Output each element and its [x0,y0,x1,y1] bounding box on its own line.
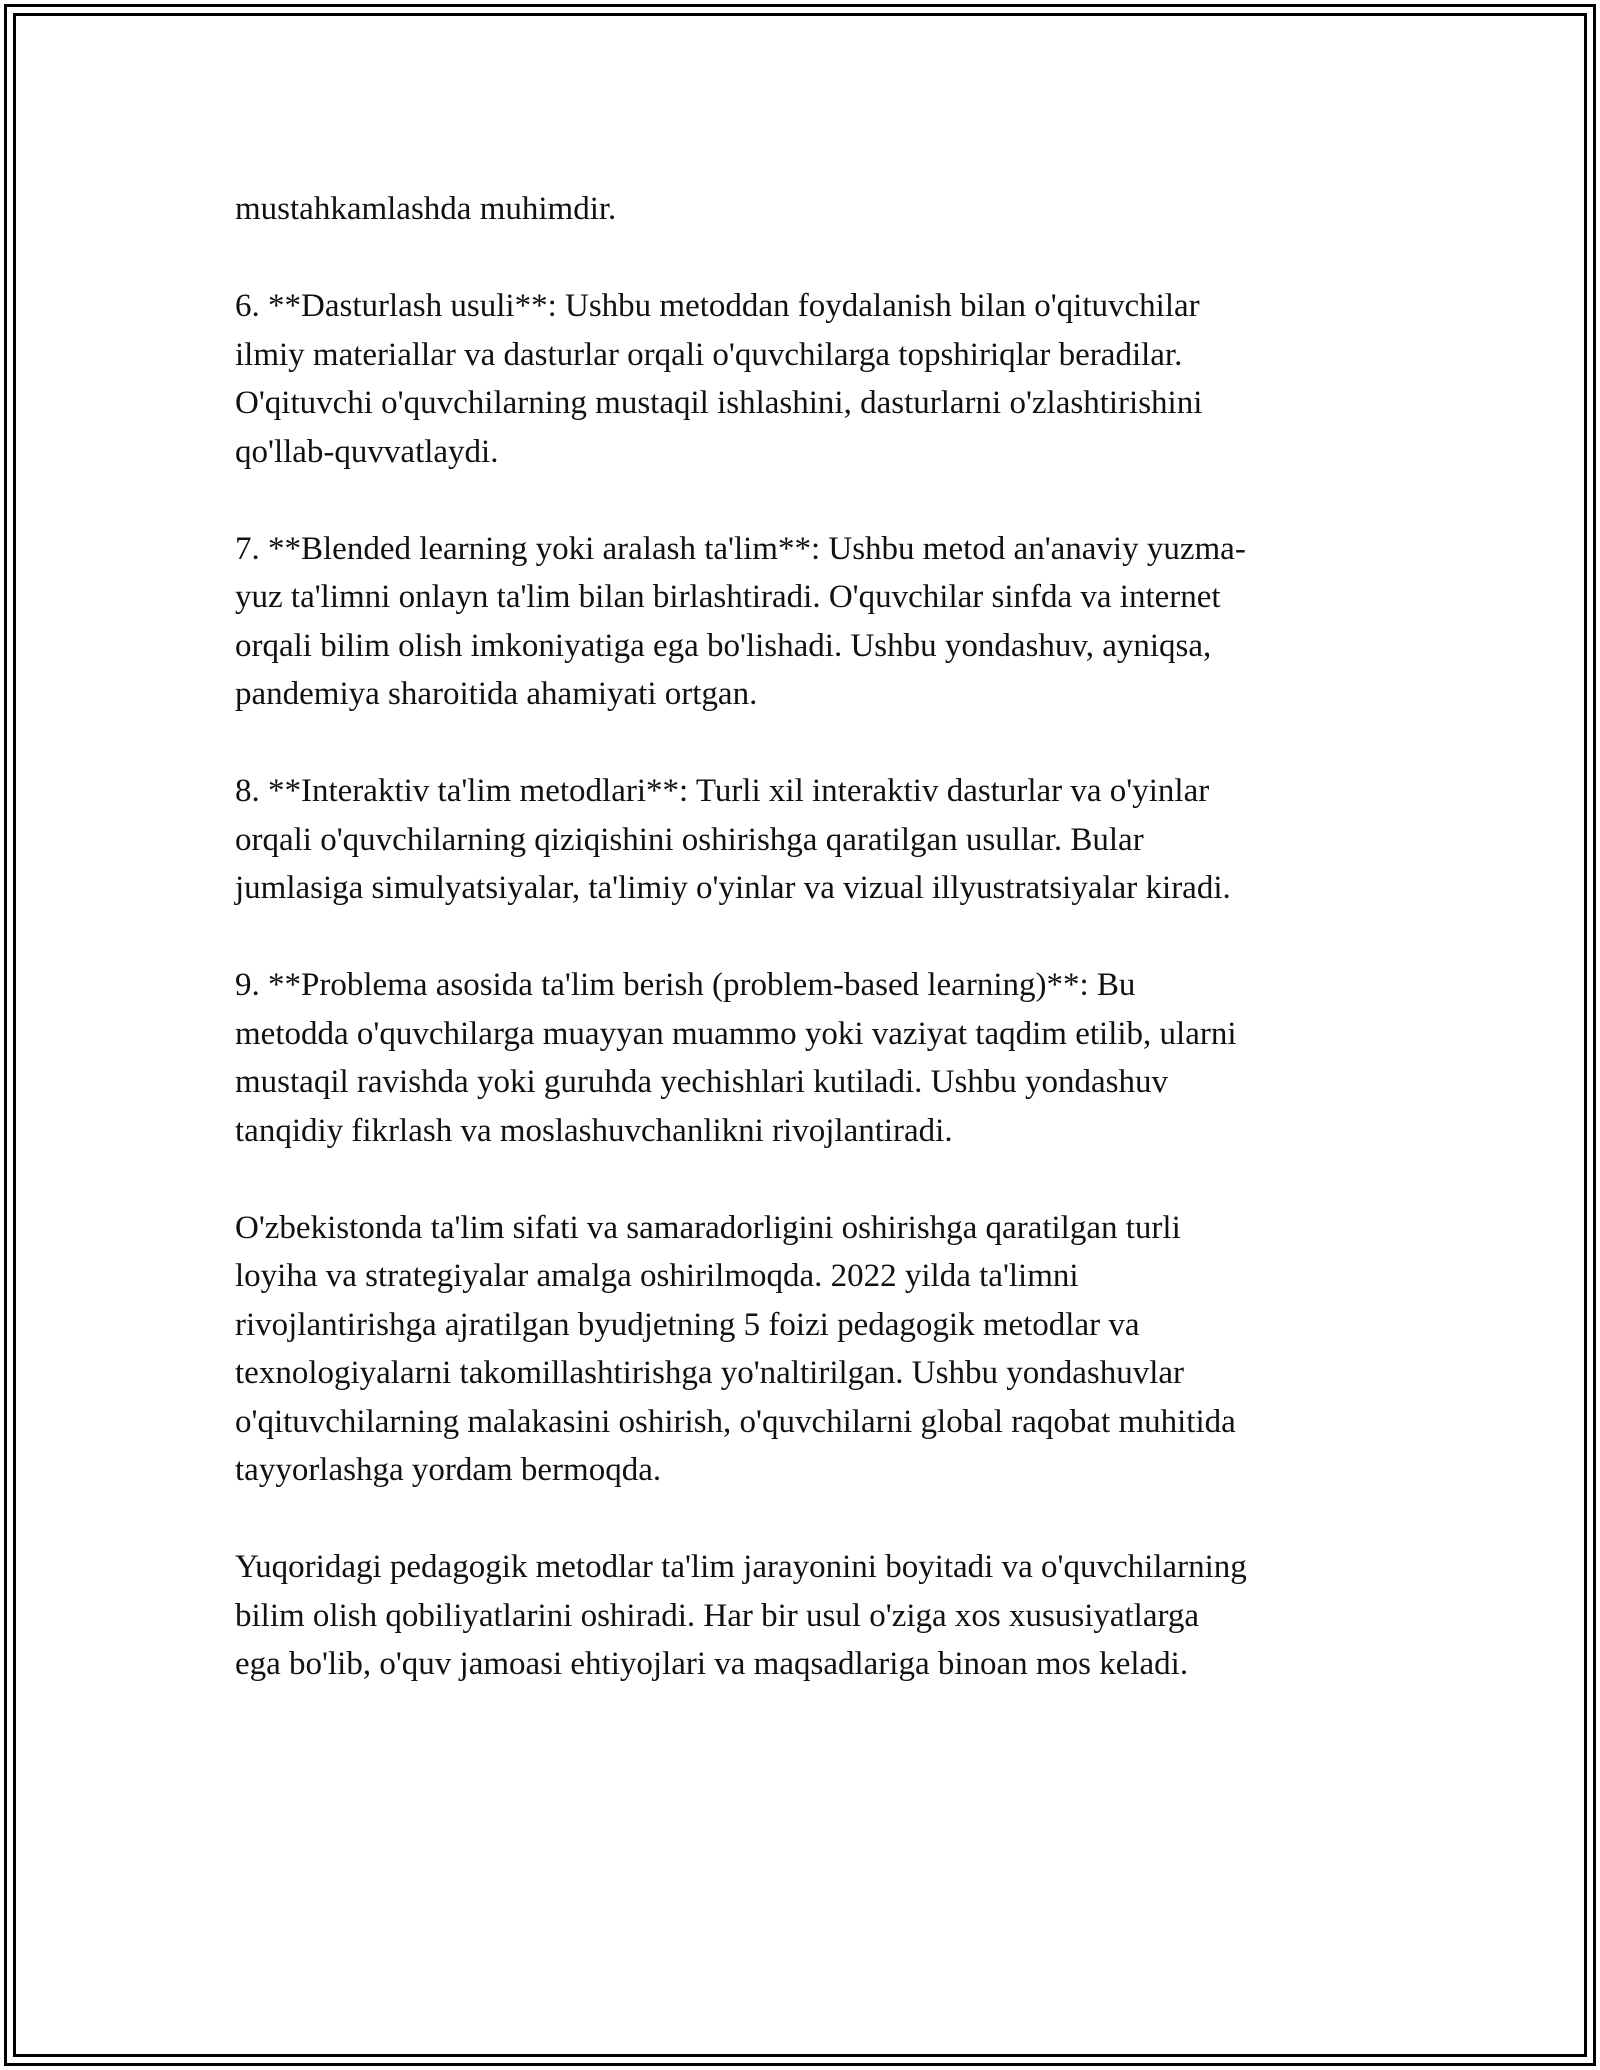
paragraph-item-9-problema-asosida: 9. **Problema asosida ta'lim berish (problem-based learning)**: Bu metodda o'quvchilarga muayyan muammo yoki vaziyat taqdim etilib, ularni mustaqil ravishda yoki guruhda yechishlari kutiladi. Ushbu yondashuv tanqidiy fikrlash va moslashuvchanlikni rivojlantiradi. [235,967,1237,1149]
paragraph-continuation: mustahkamlashda muhimdir. [235,191,617,227]
paragraph-conclusion: Yuqoridagi pedagogik metodlar ta'lim jarayonini boyitadi va o'quvchilarning bilim olish qobiliyatlarini oshiradi. Har bir usul o'ziga xos xususiyatlarga ega bo'lib, o'quv jamoasi ehtiyojlari va maqsadlariga binoan mos keladi. [235,1549,1247,1682]
paragraph-item-6-dasturlash-usuli: 6. **Dasturlash usuli**: Ushbu metoddan foydalanish bilan o'qituvchilar ilmiy materiallar va dasturlar orqali o'quvchilarga topshiriqlar beradilar. O'qituvchi o'quvchilarning mustaqil ishlashini, dasturlarni o'zlashtirishini qo'llab-quvvatlaydi. [235,288,1203,470]
paragraph-item-7-blended-learning: 7. **Blended learning yoki aralash ta'lim**: Ushbu metod an'anaviy yuzma- yuz ta'limni onlayn ta'lim bilan birlashtiradi. O'quvchilar sinfda va internet orqali bilim olish imkoniyatiga ega bo'lishadi. Ushbu yondashuv, ayniqsa, pandemiya sharoitida ahamiyati ortgan. [235,530,1246,712]
paragraph-uzbekistan-strategy: O'zbekistonda ta'lim sifati va samaradorligini oshirishga qaratilgan turli loyiha va strategiyalar amalga oshirilmoqda. 2022 yilda ta'limni rivojlantirishga ajratilgan byudjetning 5 foizi pedagogik metodlar va texnologiyalarni takomillashtirishga yo'naltirilgan. Ushbu yondashuvlar o'qituvchilarning malakasini oshirish, o'quvchilarni global raqobat muhitida tayyorlashga yordam bermoqda. [235,1209,1236,1488]
paragraph-item-8-interaktiv-talim: 8. **Interaktiv ta'lim metodlari**: Turli xil interaktiv dasturlar va o'yinlar orqali o'quvchilarning qiziqishini oshirishga qaratilgan usullar. Bular jumlasiga simulyatsiyalar, ta'limiy o'yinlar va vizual illyustratsiyalar kiradi. [235,773,1231,906]
document-body [235,185,1385,1737]
